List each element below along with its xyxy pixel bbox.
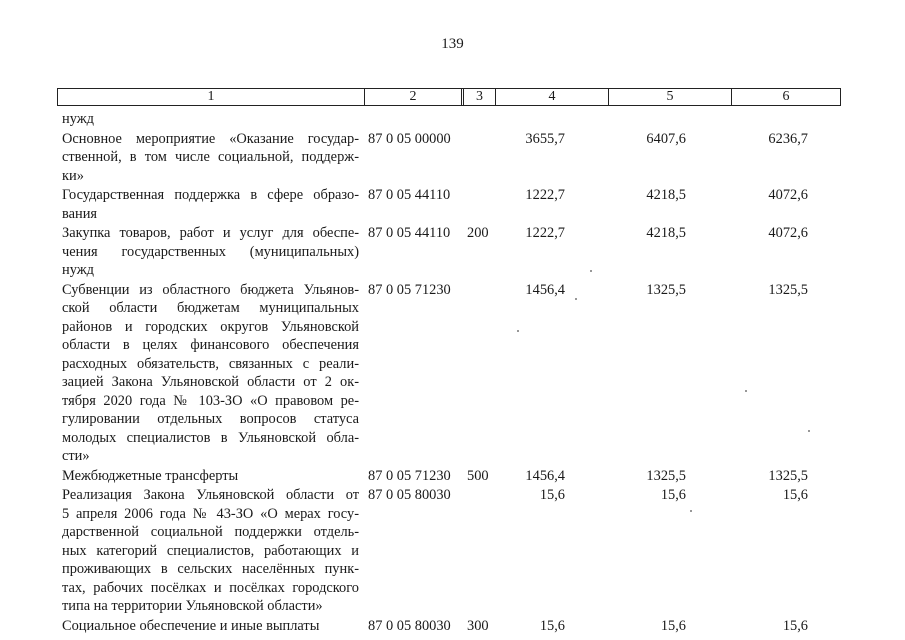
page-number: 139 <box>441 36 464 52</box>
value-col-5: 4218,5 <box>646 225 686 241</box>
header-col-2: 2 <box>364 89 461 105</box>
description-line: Межбюджетные трансферты <box>62 467 239 484</box>
scan-speck <box>590 270 592 272</box>
table-row <box>62 224 842 280</box>
value-col-4: 1222,7 <box>525 187 565 203</box>
scan-speck <box>745 390 747 392</box>
value-col-5: 15,6 <box>660 617 686 634</box>
value-col-5: 6407,6 <box>646 130 686 147</box>
value-col-6: 1325,5 <box>768 281 808 298</box>
scan-speck <box>808 430 810 432</box>
description-line: тах, рабочих посёлках и посёлках городского <box>62 579 359 596</box>
description-line: ки» <box>62 167 84 184</box>
table-body <box>62 110 842 635</box>
description-line: Закупка товаров, работ и услуг для обеспе- <box>62 225 359 241</box>
value-col-6: 4072,6 <box>768 187 808 203</box>
header-col-1: 1 <box>207 89 215 104</box>
classification-code: 87 0 05 71230 <box>368 281 451 298</box>
description-line: Социальное обеспечение и иные выплаты <box>62 617 320 634</box>
header-col-3: 3 <box>461 89 495 105</box>
classification-code: 87 0 05 80030 <box>368 617 451 634</box>
value-col-6: 1325,5 <box>768 467 808 484</box>
description-line: зацией Закона Ульяновской области от 2 ок- <box>62 374 359 390</box>
description-line: ных категорий специалистов, работающих и <box>62 542 359 559</box>
value-col-4: 1222,7 <box>525 225 565 241</box>
value-col-5: 4218,5 <box>646 187 686 203</box>
description-line: Государственная поддержка в сфере образо- <box>62 187 359 203</box>
description-line: типа на территории Ульяновской области» <box>62 598 323 614</box>
expense-type: 500 <box>467 467 489 484</box>
value-col-5: 1325,5 <box>646 281 686 298</box>
description-line: нужд <box>62 262 94 278</box>
description-line: ственной, в том числе социальной, поддерж- <box>62 149 359 165</box>
scan-speck <box>517 330 519 332</box>
description-line: Субвенции из областного бюджета Ульянов- <box>62 281 359 298</box>
value-col-6: 4072,6 <box>768 225 808 241</box>
classification-code: 87 0 05 44110 <box>368 225 451 241</box>
expense-type: 200 <box>467 225 489 241</box>
row-description <box>62 186 359 223</box>
value-col-4: 1456,4 <box>525 281 565 298</box>
value-col-4: 15,6 <box>539 487 565 503</box>
description-line: вания <box>62 205 98 222</box>
classification-code: 87 0 05 44110 <box>368 187 451 203</box>
description-line: гулировании отдельных вопросов статуса <box>62 411 359 427</box>
header-col-6: 6 <box>731 89 840 105</box>
expense-type: 300 <box>467 617 489 634</box>
description-line: чения государственных (муниципальных) <box>62 243 359 260</box>
description-line: расходных обязательств, связанных с реали- <box>62 355 359 372</box>
description-line: дарственной социальной поддержки отдель- <box>62 524 359 540</box>
row-description <box>62 617 359 636</box>
row-description <box>62 281 359 466</box>
row-description <box>62 110 359 129</box>
value-col-4: 15,6 <box>539 617 565 634</box>
classification-code: 87 0 05 71230 <box>368 467 451 484</box>
description-line: 5 апреля 2006 года № 43-ЗО «О мерах госу- <box>62 505 359 522</box>
description-line: районов и городских округов Ульяновской <box>62 318 359 335</box>
value-col-4: 3655,7 <box>525 130 565 147</box>
header-col-5: 5 <box>608 89 731 105</box>
description-line: сти» <box>62 448 90 464</box>
table-row <box>62 467 842 486</box>
row-description <box>62 130 359 186</box>
description-line: молодых специалистов в Ульяновской обла- <box>62 429 359 446</box>
value-col-4: 1456,4 <box>525 467 565 484</box>
scan-speck <box>690 510 692 512</box>
row-description <box>62 467 359 486</box>
table-header <box>57 88 841 106</box>
description-line: области в целях финансового обеспечения <box>62 337 359 353</box>
description-line: нужд <box>62 111 94 127</box>
header-col-4: 4 <box>495 89 608 105</box>
description-line: ской области бюджетам муниципальных <box>62 300 359 316</box>
description-line: Реализация Закона Ульяновской области от <box>62 487 359 503</box>
scan-speck <box>575 298 577 300</box>
table-row <box>62 186 842 223</box>
table-row <box>62 110 842 129</box>
table-row <box>62 130 842 186</box>
value-col-6: 15,6 <box>782 617 808 634</box>
classification-code: 87 0 05 00000 <box>368 130 451 147</box>
table-row <box>62 617 842 636</box>
row-description <box>62 486 359 616</box>
value-col-5: 1325,5 <box>646 467 686 484</box>
table-row <box>62 281 842 466</box>
value-col-5: 15,6 <box>660 487 686 503</box>
value-col-6: 15,6 <box>782 487 808 503</box>
description-line: Основное мероприятие «Оказание государ- <box>62 130 359 147</box>
value-col-6: 6236,7 <box>768 130 808 147</box>
row-description <box>62 224 359 280</box>
description-line: тября 2020 года № 103-ЗО «О правовом ре- <box>62 392 359 409</box>
classification-code: 87 0 05 80030 <box>368 487 451 503</box>
description-line: проживающих в сельских населённых пунк- <box>62 561 359 577</box>
table-row <box>62 486 842 616</box>
